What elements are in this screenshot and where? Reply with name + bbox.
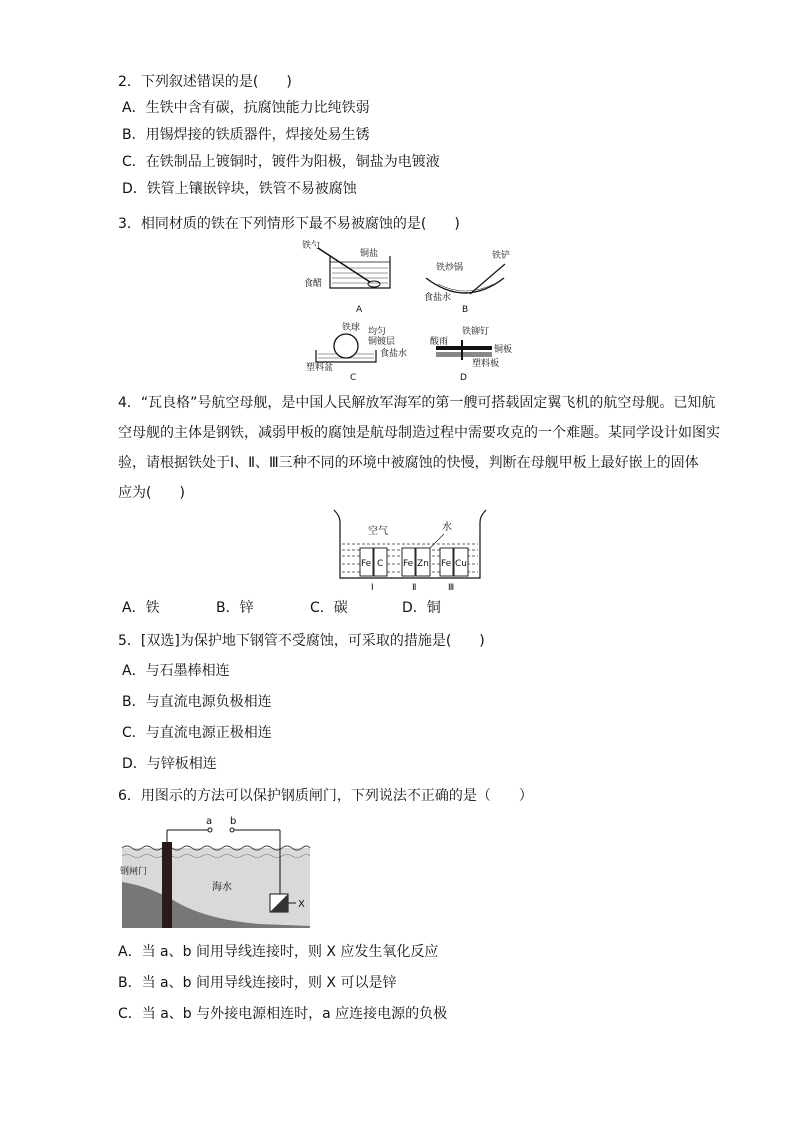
q3-d-plate-label: 铜板 — [494, 345, 513, 355]
q3-c-uniform-label: 均匀 — [368, 327, 387, 337]
q3-figure-a — [302, 239, 390, 315]
q3-d-rain-label: 酸雨 — [430, 337, 449, 347]
q3-b-spatula-label: 铁铲 — [492, 251, 511, 261]
q3-figure-b — [424, 249, 510, 315]
q3-a-spoon-label: 铁勺 — [302, 241, 321, 251]
q2-option-a: A．生铁中含有碳，抗腐蚀能力比纯铁弱 — [122, 100, 370, 116]
q3-c-letter: C — [350, 373, 357, 383]
q6-option-a: A．当 a、b 间用导线连接时，则 X 应发生氧化反应 — [118, 944, 439, 960]
q3-a-salt-label: 铜盐 — [360, 249, 379, 259]
q3-b-brine-label: 食盐水 — [424, 293, 452, 303]
q3-c-coat-label: 铜镀层 — [368, 337, 396, 347]
q3-c-basin-label: 塑料盆 — [306, 363, 334, 373]
q4-line-2: 空母舰的主体是钢铁，减弱甲板的腐蚀是航母制造过程中需要攻克的一个难题。某同学设计如图实 — [118, 425, 720, 441]
q3-figure-d — [430, 325, 512, 383]
q4-option-d: D．铜 — [402, 600, 441, 616]
q4-option-c: C．碳 — [310, 600, 348, 616]
q3-d-rivet-label: 铁铆钉 — [462, 327, 490, 337]
q3-b-wok-label: 铁炒锅 — [436, 263, 464, 273]
q5-option-c: C．与直流电源正极相连 — [122, 725, 272, 741]
q4-air-label: 空气 — [368, 526, 388, 537]
q5-option-a: A．与石墨棒相连 — [122, 663, 230, 679]
q5-option-d: D．与锌板相连 — [122, 756, 217, 772]
q3-c-brine-label: 食盐水 — [380, 349, 408, 359]
q4-cell-3-roman: Ⅲ — [448, 583, 455, 593]
q4-cell-1 — [360, 548, 387, 593]
q3-figure — [290, 236, 530, 386]
q3-d-letter: D — [460, 373, 467, 383]
q5-stem: 5．[双选]为保护地下钢管不受腐蚀，可采取的措施是( ) — [118, 633, 485, 649]
q4-cell-3-b: Cu — [455, 559, 467, 569]
q3-a-vinegar-label: 食醋 — [304, 279, 323, 289]
q4-cell-3-a: Fe — [441, 559, 452, 569]
q4-cell-1-b: C — [377, 559, 384, 569]
q2-option-c: C．在铁制品上镀铜时，镀件为阳极，铜盐为电镀液 — [122, 154, 440, 170]
q3-figure-c — [306, 321, 407, 383]
q6-figure — [120, 812, 320, 932]
q3-stem: 3．相同材质的铁在下列情形下最不易被腐蚀的是( ) — [118, 216, 460, 232]
q4-cell-2-a: Fe — [403, 559, 414, 569]
q4-cell-1-roman: Ⅰ — [371, 583, 374, 593]
q5-option-b: B．与直流电源负极相连 — [122, 694, 272, 710]
q4-cell-2 — [402, 548, 430, 593]
q4-line-1: 4．“瓦良格”号航空母舰，是中国人民解放军海军的第一艘可搭载固定翼飞机的航空母舰。已知航 — [118, 395, 716, 411]
q4-cell-2-b: Zn — [417, 559, 429, 569]
q4-cell-1-a: Fe — [361, 559, 372, 569]
q4-option-a: A．铁 — [122, 600, 160, 616]
q6-x-label: X — [298, 899, 305, 910]
q3-c-ball-label: 铁球 — [342, 323, 361, 333]
q6-stem: 6．用图示的方法可以保护钢质闸门，下列说法不正确的是（ ） — [118, 788, 533, 804]
q2-stem: 2．下列叙述错误的是( ) — [118, 74, 292, 90]
q4-figure — [330, 508, 490, 594]
q6-gate-label: 钢闸门 — [120, 867, 148, 877]
q4-cell-3 — [440, 548, 468, 593]
q6-sea-label: 海水 — [212, 882, 232, 893]
q6-b-label: b — [230, 816, 237, 827]
q2-option-b: B．用锡焊接的铁质器件，焊接处易生锈 — [122, 127, 370, 143]
q4-cell-2-roman: Ⅱ — [412, 583, 417, 593]
q3-d-plastic-label: 塑料板 — [472, 359, 500, 369]
q4-line-4: 应为( ) — [118, 485, 185, 501]
q6-option-c: C．当 a、b 与外接电源相连时，a 应连接电源的负极 — [118, 1006, 448, 1022]
q3-a-letter: A — [356, 305, 363, 315]
q4-water-label: 水 — [442, 522, 452, 533]
q2-option-d: D．铁管上镶嵌锌块，铁管不易被腐蚀 — [122, 181, 357, 197]
q6-a-label: a — [206, 816, 213, 827]
q3-b-letter: B — [462, 305, 469, 315]
q6-option-b: B．当 a、b 间用导线连接时，则 X 可以是锌 — [118, 975, 397, 991]
q4-line-3: 验，请根据铁处于Ⅰ、Ⅱ、Ⅲ三种不同的环境中被腐蚀的快慢，判断在母舰甲板上最好嵌上的固体 — [118, 455, 699, 471]
q4-option-b: B．锌 — [216, 600, 254, 616]
